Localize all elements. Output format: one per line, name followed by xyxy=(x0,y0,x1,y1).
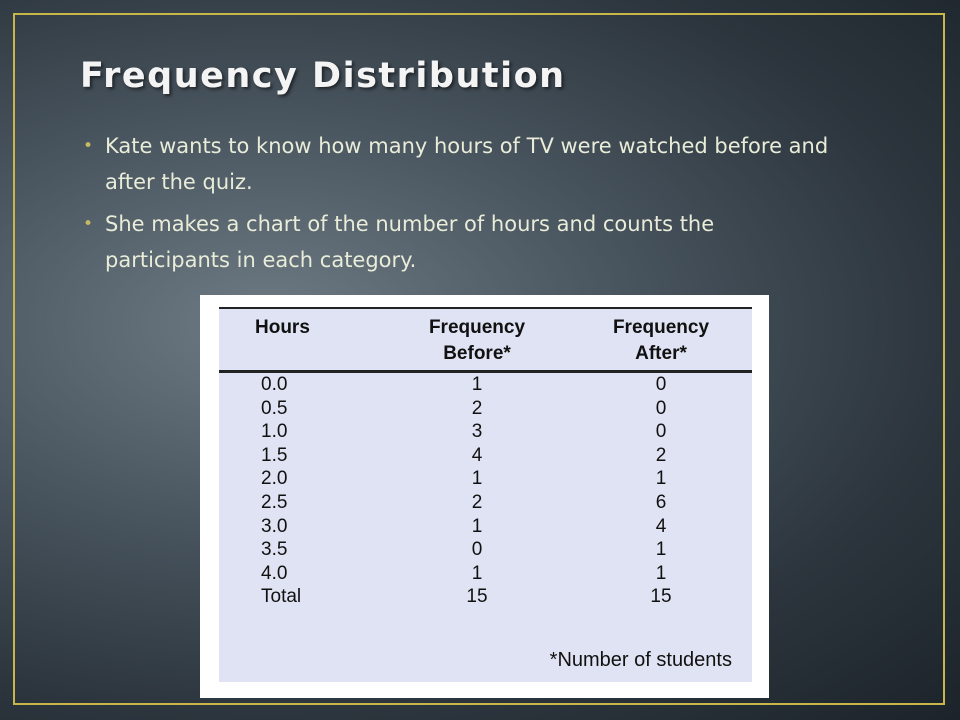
bullet-item xyxy=(80,128,840,200)
bullet-icon: • xyxy=(83,136,94,156)
cell-after: 4 xyxy=(655,515,667,537)
table-row xyxy=(219,397,752,421)
table-row xyxy=(219,420,752,444)
cell-before: 1 xyxy=(471,515,483,537)
frequency-table xyxy=(219,307,752,682)
header-frequency-before xyxy=(407,315,547,367)
header-after-line2: After* xyxy=(635,343,687,364)
bullet-icon: • xyxy=(83,214,94,234)
header-after-line1: Frequency xyxy=(612,317,710,338)
cell-after: 1 xyxy=(655,468,667,490)
table-footnote: *Number of students xyxy=(549,649,732,671)
cell-hours: Total xyxy=(261,586,302,608)
table-row-total xyxy=(219,585,752,609)
table-row xyxy=(219,515,752,539)
table-image-panel xyxy=(200,295,769,698)
cell-before: 1 xyxy=(471,468,483,490)
header-before-line2: Before* xyxy=(443,343,511,364)
cell-after: 0 xyxy=(655,397,667,419)
cell-hours: 3.5 xyxy=(261,539,288,561)
cell-after: 1 xyxy=(655,539,667,561)
cell-hours: 2.0 xyxy=(261,468,288,490)
table-row xyxy=(219,444,752,468)
table-body xyxy=(219,373,752,609)
bullet-text: Kate wants to know how many hours of TV were watched before and after the quiz. xyxy=(105,134,829,194)
cell-hours: 4.0 xyxy=(261,562,288,584)
table-row xyxy=(219,562,752,586)
cell-hours: 0.5 xyxy=(261,397,288,419)
table-row xyxy=(219,467,752,491)
cell-after: 6 xyxy=(655,491,667,513)
table-top-rule xyxy=(219,307,752,309)
cell-before: 1 xyxy=(471,374,483,395)
table-row xyxy=(219,491,752,515)
bullet-text: She makes a chart of the number of hours and counts the participants in each category. xyxy=(105,212,715,272)
cell-after: 0 xyxy=(655,421,667,443)
cell-hours: 3.0 xyxy=(261,515,288,537)
cell-before: 4 xyxy=(471,444,483,466)
cell-after: 2 xyxy=(655,444,667,466)
cell-hours: 0.0 xyxy=(261,374,288,395)
header-before-line1: Frequency xyxy=(428,317,526,338)
header-frequency-after xyxy=(591,315,731,367)
cell-after: 0 xyxy=(655,374,667,395)
cell-before: 2 xyxy=(471,491,483,513)
cell-before: 3 xyxy=(471,421,483,443)
cell-after: 1 xyxy=(655,562,667,584)
bullet-list xyxy=(80,128,840,284)
cell-before: 0 xyxy=(471,539,483,561)
cell-hours: 1.0 xyxy=(261,421,288,443)
table-row xyxy=(219,373,752,397)
cell-before: 1 xyxy=(471,562,483,584)
slide-title: Frequency Distribution xyxy=(80,56,566,96)
cell-hours: 1.5 xyxy=(261,444,288,466)
header-hours: Hours xyxy=(255,317,310,338)
table-row xyxy=(219,538,752,562)
cell-after: 15 xyxy=(650,586,672,608)
cell-before: 15 xyxy=(466,586,488,608)
bullet-item xyxy=(80,206,840,278)
cell-before: 2 xyxy=(471,397,483,419)
cell-hours: 2.5 xyxy=(261,491,288,513)
